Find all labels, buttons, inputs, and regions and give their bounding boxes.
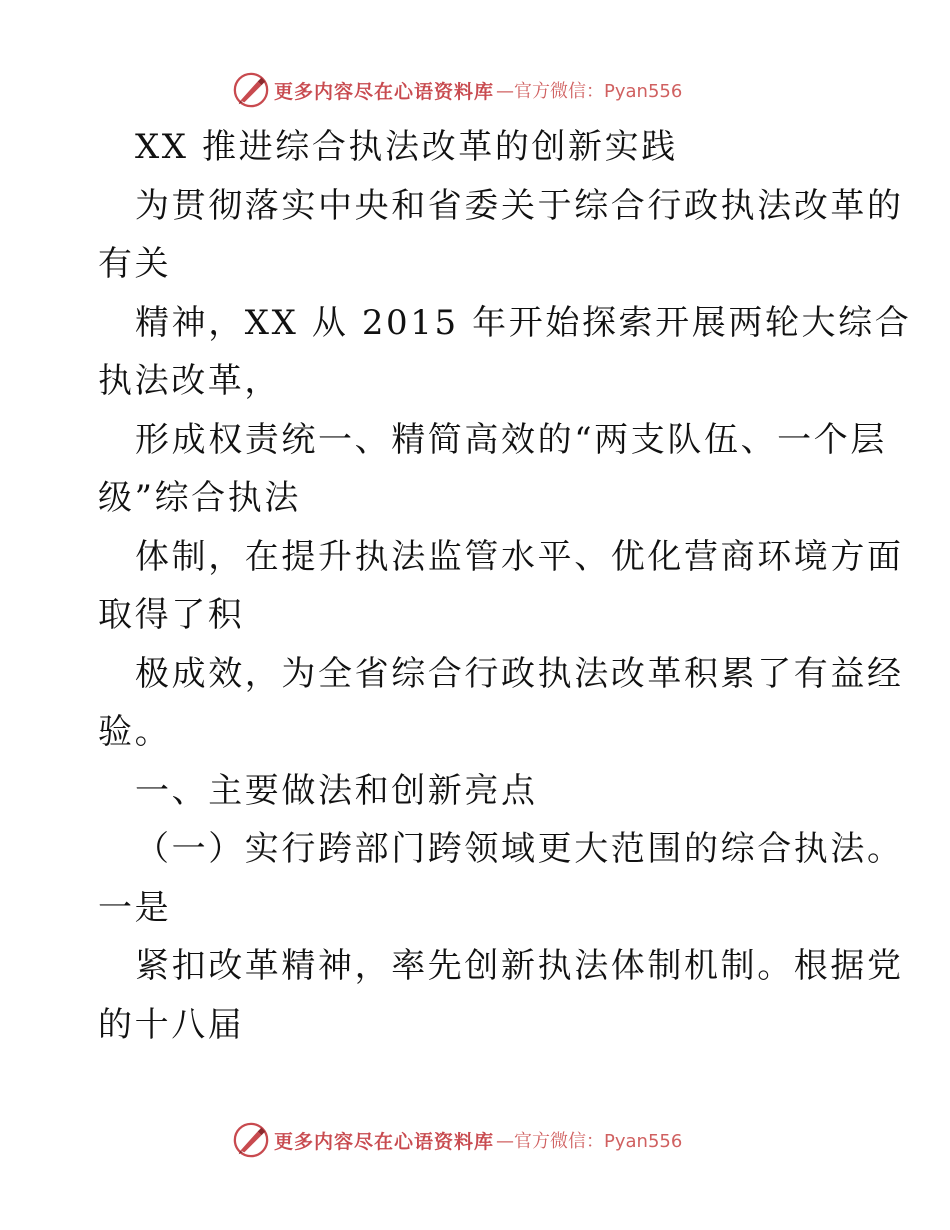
paragraph-line: 精神，XX 从 2015 年开始探索开展两轮大综合 [135,302,912,343]
paragraph-line: 验。 [98,712,172,752]
paragraph-line: 取得了积 [98,595,245,635]
paragraph-line: 体制，在提升执法监管水平、优化营商环境方面 [135,536,904,577]
banner-contact-text: —官方微信：Pyan556 [496,1131,683,1152]
paragraph-line: 执法改革， [98,361,281,401]
header-watermark-banner [232,70,682,110]
paragraph-line: 一是 [98,887,172,928]
banner-brand-text: 更多内容尽在心语资料库 [274,1130,495,1153]
paragraph-line: 形成权责统一、精简高效的“两支队伍、一个层 [135,419,887,460]
paragraph-line: 紧扣改革精神，率先创新执法体制机制。根据党 [135,946,904,986]
document-title: XX 推进综合执法改革的创新实践 [135,127,678,167]
document-body [98,118,912,1054]
paragraph-line: 极成效，为全省综合行政执法改革积累了有益经 [135,653,904,694]
paragraph-line: 有关 [98,244,172,284]
section-heading: 一、主要做法和创新亮点 [135,770,538,811]
paragraph-line: 级”综合执法 [98,478,301,518]
pen-logo-icon [232,71,270,109]
subsection-heading: （一）实行跨部门跨领域更大范围的综合执法。 [135,829,904,869]
pen-logo-icon [232,1121,270,1159]
banner-contact-text: —官方微信：Pyan556 [496,81,683,102]
paragraph-line: 的十八届 [98,1004,245,1045]
paragraph-line: 为贯彻落实中央和省委关于综合行政执法改革的 [135,185,904,226]
footer-watermark-banner [232,1120,682,1160]
banner-brand-text: 更多内容尽在心语资料库 [274,80,495,103]
